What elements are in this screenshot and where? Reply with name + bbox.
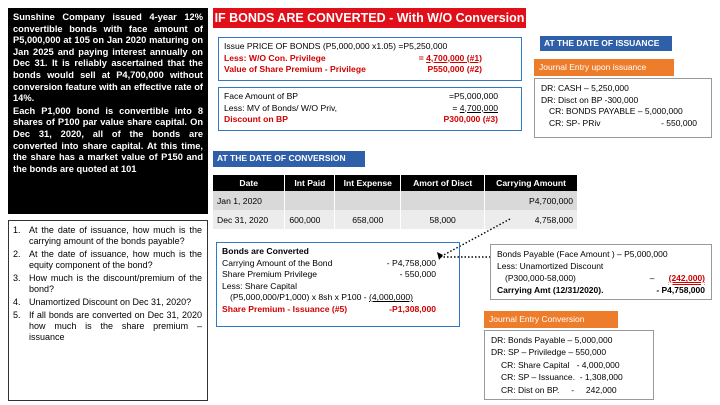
table-cell: 58,000 (401, 210, 485, 229)
share-premium-issuance-value: -P1,308,000 (389, 303, 436, 314)
question-number: 5. (13, 310, 21, 320)
carrying-label: (P300,000-58,000) (505, 273, 576, 283)
table-row (213, 191, 578, 210)
share-premium-privilege-value: P550,000 (#2) (427, 64, 482, 74)
without-privilege-label: Less: W/O Con. Privilege (224, 52, 326, 63)
converted-label: (P5,000,000/P1,000) x 8sh x P100 - (230, 292, 370, 302)
discount-label: Discount on BP (224, 114, 288, 124)
carrying-line: Less: Unamortized Discount (497, 261, 604, 271)
journal-conversion-header: Journal Entry Conversion (484, 311, 618, 328)
without-privilege-amount (419, 53, 482, 65)
journal-conversion-box (484, 330, 654, 400)
journal-line: DR: SP – Priviledge – 550,000 (491, 347, 607, 358)
face-amount-line (224, 91, 516, 103)
carrying-line (497, 272, 705, 284)
carrying-line: Bonds Payable (Face Amount ) – P5,000,000 (497, 249, 668, 259)
question-item (11, 310, 202, 343)
equals-sign: = (418, 52, 427, 63)
column-header: Int Expense (335, 175, 401, 191)
table-cell (285, 191, 335, 210)
journal-line: CR: Dist on BP. - 242,000 (501, 384, 617, 395)
converted-value: - P4,758,000 (386, 257, 436, 268)
share-premium-issuance-line (222, 304, 454, 316)
table-cell: 658,000 (335, 210, 401, 229)
question-text: If all bonds are converted on Dec 31, 2020 how much is the share premium – issuance (29, 310, 202, 342)
converted-line (222, 269, 454, 281)
journal-line: CR: SP – Issuance. - 1,308,000 (501, 372, 623, 383)
bonds-converted-box (216, 242, 460, 327)
question-text: How much is the discount/premium of the bond? (29, 273, 202, 294)
question-item (11, 273, 202, 295)
discount-box (218, 87, 522, 131)
journal-line: CR: Share Capital - 4,000,000 (501, 359, 620, 370)
issue-price-text: Issue PRICE OF BONDS (P5,000,000 x1.05) =P5,250,000 (224, 41, 448, 51)
converted-line: Less: Share Capital (222, 280, 297, 291)
face-amount-label: Face Amount of BP (224, 91, 299, 101)
table-cell: P4,700,000 (485, 191, 578, 210)
table-cell: Jan 1, 2020 (213, 191, 285, 210)
table-cell (335, 191, 401, 210)
carrying-amount-box (490, 244, 712, 300)
problem-paragraph-2: Each P1,000 bond is convertible into 8 shares of P100 par value share capital. On Dec 31, 2020, all of the bonds are converted into share capital. At this time, the share has a market value of P150 and the bonds are quoted at 101 (13, 105, 203, 174)
journal-credit-value: - 550,000 (661, 117, 697, 128)
mv-bonds-amount (452, 103, 498, 115)
question-number: 3. (13, 273, 21, 283)
table-cell: 600,000 (285, 210, 335, 229)
question-number: 1. (13, 225, 21, 235)
journal-line (541, 118, 697, 130)
question-text: At the date of issuance, how much is the equity component of the bond? (29, 249, 202, 270)
share-premium-privilege-line (224, 64, 516, 76)
converted-label: Carrying Amount of the Bond (222, 257, 333, 268)
question-item (11, 297, 202, 308)
converted-line (222, 258, 454, 270)
journal-credit-label: CR: SP- PRiv (549, 117, 601, 128)
table-cell: Dec 31, 2020 (213, 210, 285, 229)
converted-value: - 550,000 (399, 269, 436, 279)
conversion-header: AT THE DATE OF CONVERSION (213, 151, 365, 167)
question-text: At the date of issuance, how much is the carrying amount of the bonds payable? (29, 225, 202, 246)
table-header-row (213, 175, 578, 191)
column-header: Int Paid (285, 175, 335, 191)
carrying-amount (650, 272, 705, 284)
journal-line: DR: Disct on BP -300,000 (541, 94, 639, 105)
problem-paragraph-1: Sunshine Company issued 4-year 12% convertible bonds with face amount of P5,000,000 at 105 on Jan 2020 maturing on Jan 2025 and paying interest annually on Dec 31. It is reliably ascertained that the bonds would sell at P4,700,000 without conversion feature with an effective rate of 14%. (13, 12, 203, 104)
carrying-total-value: - P4,758,000 (656, 285, 705, 295)
face-amount-value: =P5,000,000 (449, 91, 498, 101)
question-item (11, 249, 202, 271)
mv-bonds-line (224, 103, 516, 115)
discount-line (224, 114, 516, 126)
issue-price-line (224, 41, 516, 53)
carrying-total-label: Carrying Amt (12/31/2020). (497, 285, 604, 295)
table-row (213, 210, 578, 229)
equals-sign: = (452, 102, 460, 113)
journal-line: DR: CASH – 5,250,000 (541, 83, 629, 93)
issue-price-box (218, 37, 522, 81)
questions-list (11, 225, 202, 343)
column-header: Amort of Disct (401, 175, 485, 191)
issuance-header: AT THE DATE OF ISSUANCE (540, 36, 672, 51)
journal-line: DR: Bonds Payable – 5,000,000 (491, 335, 613, 345)
question-item (11, 225, 202, 247)
page-title: IF BONDS ARE CONVERTED - With W/O Conversion Price (213, 8, 526, 28)
column-header: Date (213, 175, 285, 191)
without-privilege-line (224, 53, 516, 65)
column-header: Carrying Amount (485, 175, 578, 191)
without-privilege-value: 4,700,000 (#1) (426, 52, 482, 63)
mv-bonds-label: Less: MV of Bonds/ W/O Priv, (224, 102, 338, 113)
question-text: Unamortized Discount on Dec 31, 2020? (29, 297, 192, 307)
problem-statement (8, 8, 208, 214)
dash: – (649, 273, 655, 283)
converted-value: (4,000,000) (369, 292, 413, 302)
question-number: 2. (13, 249, 21, 259)
unamortized-discount-value: (242,000) (668, 273, 705, 283)
carrying-total-line (497, 284, 705, 296)
discount-value: P300,000 (#3) (443, 114, 498, 124)
converted-line (222, 292, 454, 304)
bonds-converted-title: Bonds are Converted (222, 246, 309, 256)
questions-box (8, 220, 208, 401)
share-premium-privilege-label: Value of Share Premium - Privilege (224, 64, 366, 74)
journal-issuance-header: Journal Entry upon issuance (534, 59, 674, 76)
share-premium-issuance-label: Share Premium - Issuance (#5) (222, 303, 348, 314)
amortization-table (213, 175, 578, 229)
question-number: 4. (13, 297, 21, 307)
mv-bonds-value: 4,700,000 (459, 102, 498, 113)
journal-issuance-box (534, 78, 712, 138)
table-cell: 4,758,000 (485, 210, 578, 229)
converted-label: Share Premium Privilege (222, 269, 318, 279)
journal-line: CR: BONDS PAYABLE – 5,000,000 (549, 106, 683, 117)
